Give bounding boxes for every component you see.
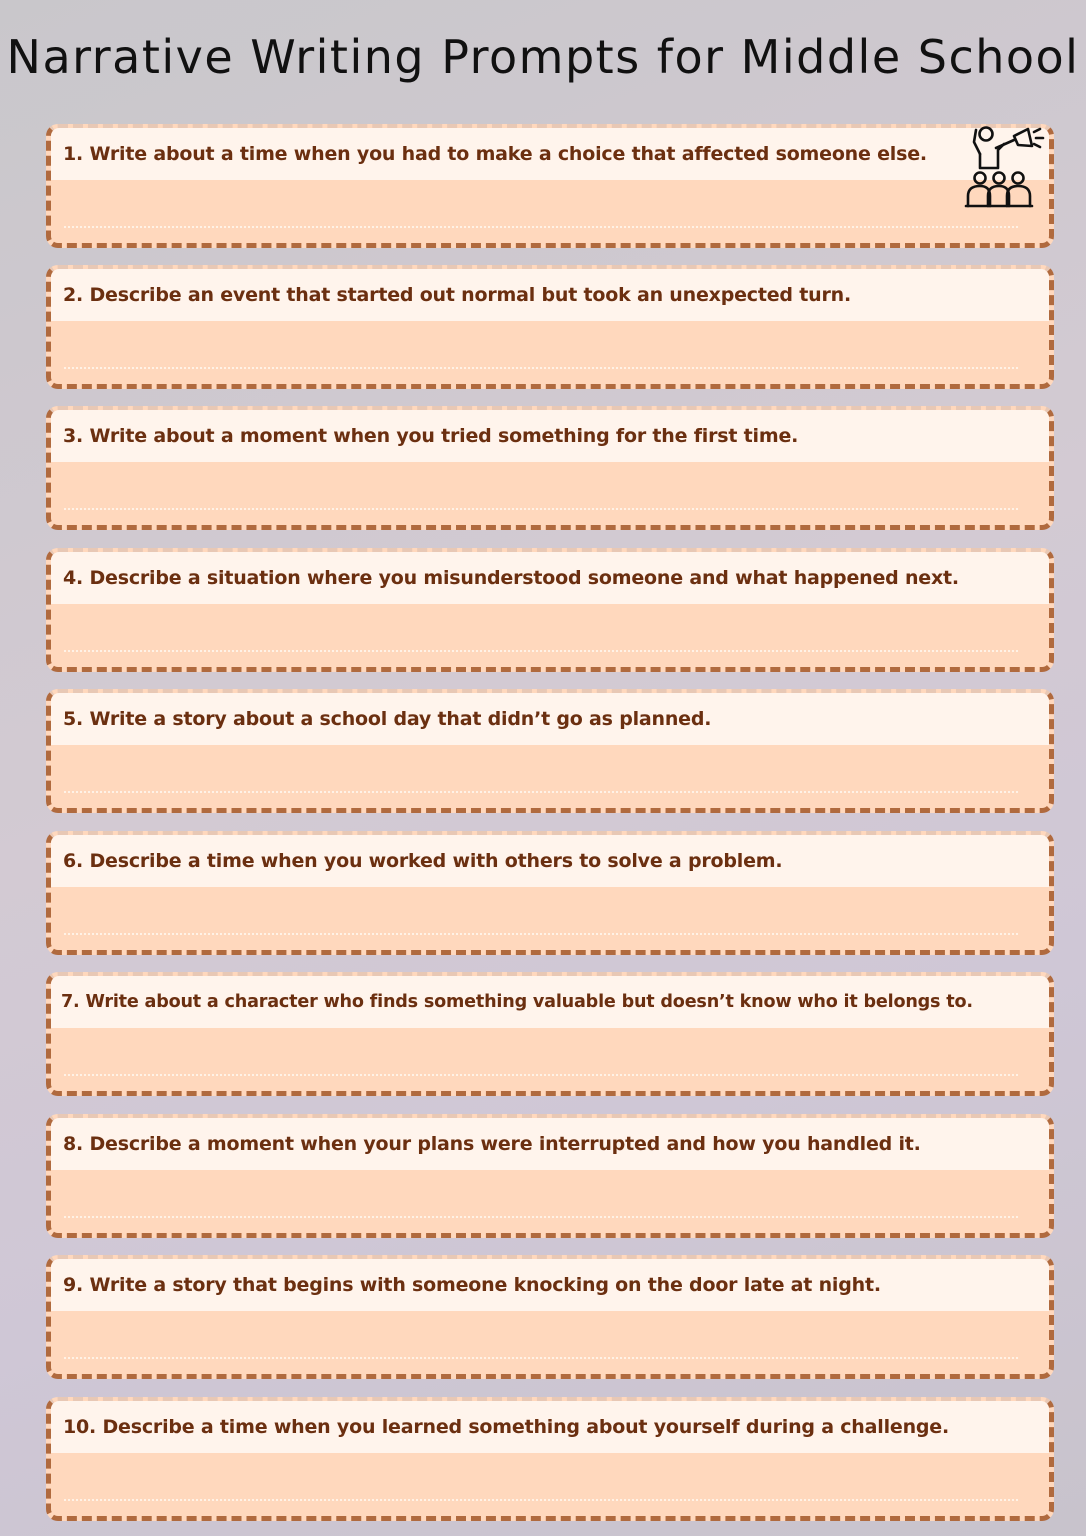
prompt-header xyxy=(51,552,1049,604)
writing-line xyxy=(64,1216,1018,1218)
writing-line xyxy=(64,650,1018,652)
prompt-header xyxy=(51,1401,1049,1453)
writing-line xyxy=(64,367,1018,369)
prompt-header xyxy=(51,1259,1049,1311)
prompt-text: 8. Describe a moment when your plans were interrupted and how you handled it. xyxy=(63,1133,921,1155)
writing-line xyxy=(64,1357,1018,1359)
prompt-text: 1. Write about a time when you had to make a choice that affected someone else. xyxy=(63,143,927,165)
writing-line xyxy=(64,1499,1018,1501)
prompt-card-5 xyxy=(46,689,1054,813)
prompt-text: 10. Describe a time when you learned something about yourself during a challenge. xyxy=(63,1416,949,1438)
prompt-text: 7. Write about a character who finds something valuable but doesn’t know who it belongs to. xyxy=(61,992,973,1012)
prompt-card-6 xyxy=(46,831,1054,955)
prompt-text: 6. Describe a time when you worked with others to solve a problem. xyxy=(63,850,783,872)
prompt-card-1 xyxy=(46,124,1054,248)
writing-line xyxy=(64,1074,1018,1076)
prompt-card-3 xyxy=(46,406,1054,530)
prompt-header xyxy=(51,269,1049,321)
page-title: Narrative Writing Prompts for Middle School xyxy=(6,30,1080,84)
writing-line xyxy=(64,508,1018,510)
prompt-header xyxy=(51,128,1049,180)
prompt-header xyxy=(51,410,1049,462)
prompt-card-4 xyxy=(46,548,1054,672)
prompt-text: 9. Write a story that begins with someone knocking on the door late at night. xyxy=(63,1274,881,1296)
prompt-text: 5. Write a story about a school day that didn’t go as planned. xyxy=(63,708,712,730)
prompt-card-8 xyxy=(46,1114,1054,1238)
prompt-header xyxy=(51,976,1049,1028)
prompt-card-2 xyxy=(46,265,1054,389)
prompt-card-7 xyxy=(46,972,1054,1096)
writing-line xyxy=(64,791,1018,793)
writing-line xyxy=(64,933,1018,935)
prompt-card-9 xyxy=(46,1255,1054,1379)
prompt-text: 4. Describe a situation where you misunderstood someone and what happened next. xyxy=(63,567,959,589)
prompt-header xyxy=(51,1118,1049,1170)
prompt-text: 2. Describe an event that started out normal but took an unexpected turn. xyxy=(63,284,851,306)
prompt-header xyxy=(51,835,1049,887)
teacher-with-megaphone-icon xyxy=(962,120,1054,212)
prompt-header xyxy=(51,693,1049,745)
writing-line xyxy=(64,226,1018,228)
prompt-text: 3. Write about a moment when you tried something for the first time. xyxy=(63,425,799,447)
prompt-card-10 xyxy=(46,1397,1054,1521)
